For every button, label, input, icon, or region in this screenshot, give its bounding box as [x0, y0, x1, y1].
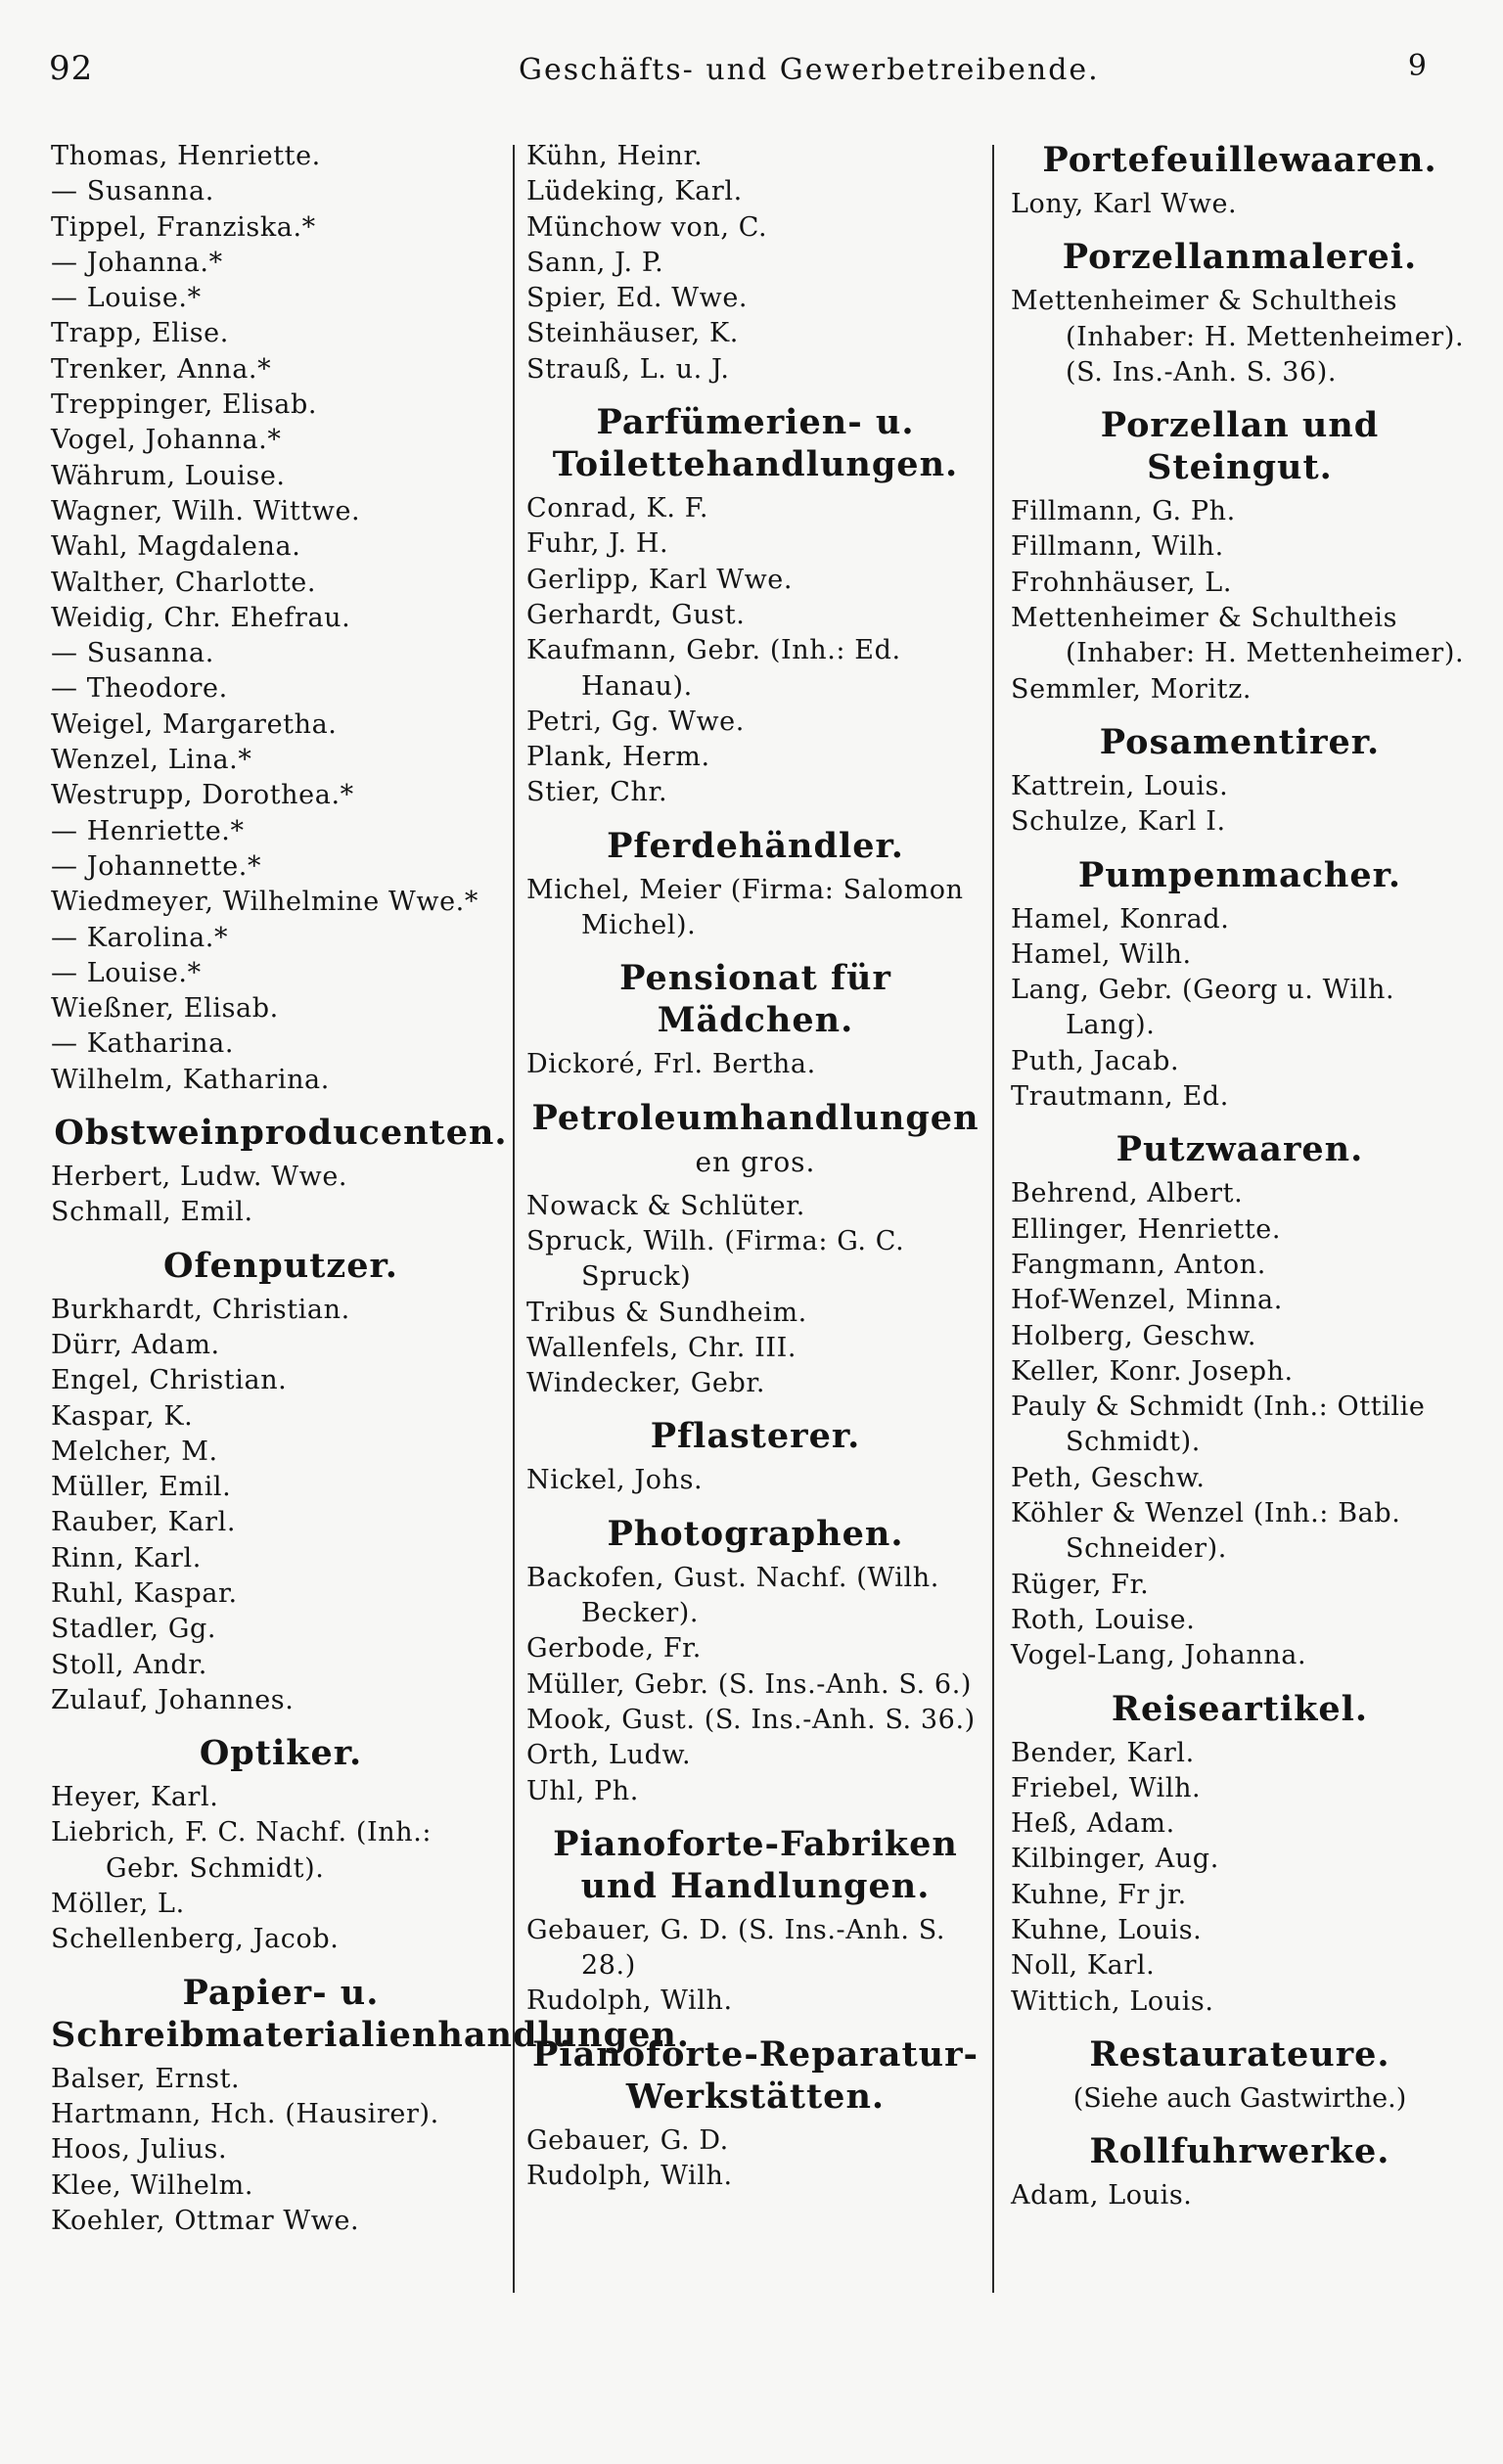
entry-list	[526, 873, 984, 944]
directory-entry: Kuhne, Louis.	[1011, 1914, 1203, 1945]
directory-entry: Fangmann, Anton.	[1011, 1249, 1266, 1280]
directory-entry: Bender, Karl.	[1011, 1737, 1195, 1768]
directory-entry: Ruhl, Kaspar.	[51, 1577, 238, 1609]
directory-entry: Walther, Charlotte.	[51, 567, 317, 598]
directory-section	[51, 1732, 511, 1957]
section-note: (Siehe auch Gastwirthe.)	[1072, 2082, 1407, 2114]
entry-list	[51, 2062, 511, 2239]
running-title: Geschäfts- und Gewerbetreibende.	[519, 53, 1100, 87]
directory-entry: Vogel, Johanna.*	[51, 425, 282, 456]
entry-list	[526, 1463, 984, 1498]
directory-entry: Wahl, Magdalena.	[51, 531, 301, 563]
directory-entry: Balser, Ernst.	[51, 2063, 241, 2094]
section-heading	[1011, 721, 1469, 763]
section-heading-text: Papier- u. Schreibmaterialienhandlungen.	[51, 1972, 690, 2055]
section-heading-text: Posamentirer.	[1099, 721, 1381, 762]
directory-entry: Wallenfels, Chr. III.	[526, 1332, 797, 1363]
corner-mark: 9	[1407, 49, 1427, 83]
directory-entry: Klee, Wilhelm.	[51, 2169, 254, 2201]
entry-list	[1011, 1176, 1469, 1673]
directory-entry: Möller, L.	[51, 1889, 185, 1920]
section-heading	[526, 401, 984, 485]
directory-entry: Dickoré, Frl. Bertha.	[526, 1049, 816, 1080]
directory-entry: Wilhelm, Katharina.	[51, 1064, 330, 1095]
directory-entry: Wenzel, Lina.*	[51, 745, 252, 776]
directory-entry: Puth, Jacab.	[1011, 1045, 1180, 1076]
directory-entry: Sann, J. P.	[526, 247, 664, 278]
directory-section	[526, 139, 984, 388]
section-heading-text: Rollfuhrwerke.	[1089, 2130, 1390, 2171]
directory-entry: — Theodore.	[51, 673, 228, 705]
directory-entry: Conrad, K. F.	[526, 493, 709, 525]
section-heading-text: Reiseartikel.	[1111, 1688, 1369, 1729]
entry-list	[1011, 494, 1469, 707]
section-heading	[51, 1112, 511, 1154]
directory-entry: Engel, Christian.	[51, 1365, 288, 1396]
directory-entry: — Susanna.	[51, 176, 214, 207]
directory-section	[526, 1823, 984, 2020]
directory-entry: Nickel, Johs.	[526, 1465, 704, 1496]
directory-entry: Thomas, Henriette.	[51, 141, 321, 171]
directory-entry: Weigel, Margaretha.	[51, 708, 338, 740]
directory-section	[526, 1513, 984, 1809]
section-heading	[1011, 139, 1469, 181]
section-heading	[1011, 2130, 1469, 2172]
directory-entry: Uhl, Ph.	[526, 1775, 639, 1806]
directory-entry: Liebrich, F. C. Nachf. (Inh.: Gebr. Schmidt).	[51, 1817, 433, 1884]
section-heading-text: Ofenputzer.	[163, 1245, 398, 1286]
section-heading-text: Portefeuillewaaren.	[1042, 140, 1437, 180]
directory-entry: Wagner, Wilh. Wittwe.	[51, 495, 361, 526]
directory-entry: Lony, Karl Wwe.	[1011, 189, 1238, 219]
directory-entry: Behrend, Albert.	[1011, 1178, 1244, 1209]
directory-entry: Strauß, L. u. J.	[526, 353, 730, 385]
directory-entry: Münchow von, C.	[526, 211, 768, 243]
section-heading-text: Petroleumhandlungen	[531, 1097, 979, 1138]
directory-entry: — Susanna.	[51, 638, 214, 669]
directory-entry: Herbert, Ludw. Wwe.	[51, 1162, 348, 1193]
directory-section	[1011, 1128, 1469, 1673]
directory-entry: Adam, Louis.	[1011, 2179, 1193, 2211]
entry-list	[526, 1913, 984, 2020]
directory-entry: Plank, Herm.	[526, 742, 710, 773]
directory-entry: Schellenberg, Jacob.	[51, 1924, 340, 1955]
directory-entry: — Henriette.*	[51, 815, 245, 846]
section-heading	[1011, 236, 1469, 278]
directory-section	[1011, 721, 1469, 841]
entry-list	[51, 1293, 511, 1719]
directory-section	[51, 139, 511, 1098]
page-header	[49, 49, 1427, 98]
directory-entry: Mettenheimer & Schultheis (Inhaber: H. Mettenheimer). (S. Ins.-Anh. S. 36).	[1011, 286, 1465, 388]
section-heading-text: Photographen.	[607, 1513, 904, 1554]
directory-entry: Holberg, Geschw.	[1011, 1320, 1257, 1351]
directory-entry: Gebauer, G. D.	[526, 2124, 729, 2156]
directory-section	[1011, 236, 1469, 390]
section-heading-text: Pianoforte-Reparatur-Werkstätten.	[531, 2033, 979, 2117]
directory-entry: Währum, Louise.	[51, 460, 286, 491]
section-heading-text: Pumpenmacher.	[1077, 854, 1402, 895]
directory-entry: Gerlipp, Karl Wwe.	[526, 564, 794, 595]
directory-entry: Heß, Adam.	[1011, 1808, 1175, 1840]
section-heading-text: Pferdehändler.	[607, 825, 904, 866]
section-heading-text: Porzellan und Steingut.	[1100, 405, 1380, 488]
entry-list	[1011, 187, 1469, 222]
section-heading	[526, 1823, 984, 1907]
section-heading-text: Putzwaaren.	[1116, 1129, 1364, 1170]
directory-entry: Hamel, Konrad.	[1011, 903, 1230, 935]
directory-entry: — Johanna.*	[51, 247, 223, 278]
section-heading	[1011, 854, 1469, 896]
directory-entry: Wittich, Louis.	[1011, 1985, 1214, 2017]
directory-section	[526, 1415, 984, 1498]
directory-entry: Westrupp, Dorothea.*	[51, 780, 354, 811]
directory-entry: Dürr, Adam.	[51, 1329, 220, 1360]
directory-entry: Hartmann, Hch. (Hausirer).	[51, 2098, 439, 2129]
column-divider-right	[992, 145, 994, 2293]
directory-section	[1011, 854, 1469, 1116]
directory-entry: Windecker, Gebr.	[526, 1368, 766, 1399]
directory-section	[1011, 2130, 1469, 2213]
directory-entry: Friebel, Wilh.	[1011, 1772, 1202, 1803]
directory-entry: Spier, Ed. Wwe.	[526, 283, 749, 314]
directory-entry: Nowack & Schlüter.	[526, 1190, 805, 1221]
directory-entry: Ellinger, Henriette.	[1011, 1213, 1282, 1245]
directory-entry: Stadler, Gg.	[51, 1614, 217, 1645]
directory-entry: Peth, Geschw.	[1011, 1462, 1206, 1493]
directory-entry: Fuhr, J. H.	[526, 528, 669, 560]
directory-entry: — Katharina.	[51, 1028, 234, 1060]
entry-list	[1011, 902, 1469, 1116]
directory-entry: Orth, Ludw.	[526, 1740, 692, 1771]
directory-entry: Rauber, Karl.	[51, 1507, 236, 1538]
entry-list	[526, 1189, 984, 1402]
entry-list	[51, 1160, 511, 1231]
directory-entry: Roth, Louise.	[1011, 1604, 1196, 1635]
directory-section	[526, 401, 984, 811]
section-heading-text: Obstweinproducenten.	[54, 1113, 508, 1154]
directory-entry: Rudolph, Wilh.	[526, 2160, 733, 2191]
directory-entry: Noll, Karl.	[1011, 1950, 1156, 1982]
directory-entry: — Karolina.*	[51, 922, 229, 953]
directory-entry: Stoll, Andr.	[51, 1649, 207, 1680]
directory-entry: Hamel, Wilh.	[1011, 938, 1192, 970]
directory-entry: Melcher, M.	[51, 1436, 218, 1467]
section-heading	[526, 2033, 984, 2118]
directory-entry: Keller, Konr. Joseph.	[1011, 1355, 1294, 1387]
directory-section	[1011, 1688, 1469, 2020]
column-divider-left	[513, 145, 515, 2293]
directory-section	[1011, 2033, 1469, 2117]
entry-list	[1011, 2178, 1469, 2213]
directory-entry: Lüdeking, Karl.	[526, 176, 743, 207]
directory-section	[1011, 139, 1469, 222]
directory-entry: Rüger, Fr.	[1011, 1569, 1150, 1600]
section-heading	[526, 1513, 984, 1555]
directory-entry: Heyer, Karl.	[51, 1782, 219, 1813]
directory-entry: — Louise.*	[51, 283, 202, 314]
entry-list	[1011, 284, 1469, 390]
directory-entry: Steinhäuser, K.	[526, 318, 739, 349]
entry-list	[526, 139, 984, 388]
directory-section	[51, 1245, 511, 1719]
section-heading-text: Optiker.	[199, 1733, 363, 1774]
directory-entry: Kattrein, Louis.	[1011, 770, 1229, 801]
entry-list	[1011, 1736, 1469, 2020]
section-subheading: en gros.	[695, 1145, 816, 1178]
directory-entry: Mettenheimer & Schultheis (Inhaber: H. Mettenheimer).	[1011, 603, 1465, 669]
directory-entry: Schulze, Karl I.	[1011, 806, 1226, 838]
section-heading	[51, 1245, 511, 1287]
entry-list	[526, 2123, 984, 2195]
directory-entry: Stier, Chr.	[526, 777, 668, 808]
section-heading-text: Pensionat für Mädchen.	[619, 958, 891, 1041]
directory-entry: Kühn, Heinr.	[526, 141, 704, 171]
directory-column-3	[1011, 139, 1469, 2223]
section-heading	[1011, 1688, 1469, 1730]
directory-entry: Backofen, Gust. Nachf. (Wilh. Becker).	[526, 1562, 939, 1629]
directory-section	[51, 1112, 511, 1231]
entry-list	[526, 491, 984, 811]
directory-entry: — Louise.*	[51, 957, 202, 988]
section-heading-text: Pianoforte-Fabriken und Handlungen.	[553, 1823, 958, 1906]
section-heading-text: Restaurateure.	[1089, 2033, 1390, 2075]
directory-entry: Trenker, Anna.*	[51, 353, 272, 385]
section-heading	[51, 1732, 511, 1774]
entry-list	[1011, 769, 1469, 841]
directory-section	[526, 825, 984, 944]
directory-entry: Semmler, Moritz.	[1011, 673, 1252, 705]
entry-list	[526, 1047, 984, 1082]
directory-entry: Petri, Gg. Wwe.	[526, 706, 745, 737]
directory-entry: Koehler, Ottmar Wwe.	[51, 2205, 360, 2236]
directory-entry: Fillmann, Wilh.	[1011, 531, 1224, 563]
directory-entry: Kaspar, K.	[51, 1400, 194, 1432]
directory-entry: Gebauer, G. D. (S. Ins.-Anh. S. 28.)	[526, 1914, 946, 1982]
directory-entry: Müller, Emil.	[51, 1472, 232, 1503]
section-heading	[526, 825, 984, 867]
directory-entry: Mook, Gust. (S. Ins.-Anh. S. 36.)	[526, 1704, 976, 1735]
directory-column-2	[526, 139, 984, 2204]
directory-entry: Kaufmann, Gebr. (Inh.: Ed. Hanau).	[526, 635, 901, 702]
directory-entry: Trapp, Elise.	[51, 318, 229, 349]
directory-entry: Hoos, Julius.	[51, 2134, 228, 2166]
directory-entry: Lang, Gebr. (Georg u. Wilh. Lang).	[1011, 975, 1395, 1041]
directory-entry: Wiedmeyer, Wilhelmine Wwe.*	[51, 887, 478, 918]
directory-entry: Gerhardt, Gust.	[526, 599, 746, 630]
directory-entry: Zulauf, Johannes.	[51, 1684, 295, 1715]
directory-section	[526, 2033, 984, 2195]
section-heading-text: Pflasterer.	[650, 1416, 861, 1457]
directory-entry: Burkhardt, Christian.	[51, 1294, 350, 1325]
directory-entry: Rudolph, Wilh.	[526, 1985, 733, 2017]
directory-entry: Weidig, Chr. Ehefrau.	[51, 602, 351, 633]
directory-entry: Treppinger, Elisab.	[51, 389, 318, 421]
directory-entry: Müller, Gebr. (S. Ins.-Anh. S. 6.)	[526, 1668, 973, 1700]
section-heading	[526, 1097, 984, 1183]
directory-entry: Michel, Meier (Firma: Salomon Michel).	[526, 874, 964, 941]
directory-entry: Hof-Wenzel, Minna.	[1011, 1285, 1283, 1316]
directory-section	[526, 1097, 984, 1402]
directory-entry: Fillmann, G. Ph.	[1011, 496, 1236, 527]
section-heading	[1011, 1128, 1469, 1170]
directory-entry: Kilbinger, Aug.	[1011, 1844, 1219, 1875]
section-heading	[1011, 2033, 1469, 2076]
entry-list	[526, 1561, 984, 1809]
entry-list	[51, 1780, 511, 1957]
directory-entry: Köhler & Wenzel (Inh.: Bab. Schneider).	[1011, 1498, 1401, 1565]
directory-section	[526, 957, 984, 1082]
directory-entry: Gerbode, Fr.	[526, 1633, 702, 1665]
directory-entry: Frohnhäuser, L.	[1011, 567, 1233, 598]
section-heading	[526, 1415, 984, 1457]
section-heading	[526, 957, 984, 1041]
directory-entry: Tribus & Sundheim.	[526, 1297, 807, 1328]
directory-entry: Kuhne, Fr jr.	[1011, 1879, 1187, 1910]
entry-list	[51, 139, 511, 1098]
directory-entry: Vogel-Lang, Johanna.	[1011, 1640, 1307, 1671]
directory-entry: Trautmann, Ed.	[1011, 1081, 1229, 1113]
directory-section	[1011, 404, 1469, 707]
section-heading-text: Porzellanmalerei.	[1062, 237, 1418, 278]
section-heading	[1011, 404, 1469, 488]
directory-entry: — Johannette.*	[51, 850, 262, 882]
directory-entry: Pauly & Schmidt (Inh.: Ottilie Schmidt).	[1011, 1392, 1426, 1458]
page-number: 92	[49, 49, 94, 88]
section-heading-text: Parfümerien- u. Toilettehandlungen.	[552, 402, 959, 485]
directory-entry: Tippel, Franziska.*	[51, 211, 316, 243]
directory-entry: Rinn, Karl.	[51, 1542, 202, 1574]
directory-entry: Spruck, Wilh. (Firma: G. C. Spruck)	[526, 1225, 905, 1293]
directory-entry: Schmall, Emil.	[51, 1197, 253, 1228]
directory-entry: Wießner, Elisab.	[51, 993, 279, 1025]
